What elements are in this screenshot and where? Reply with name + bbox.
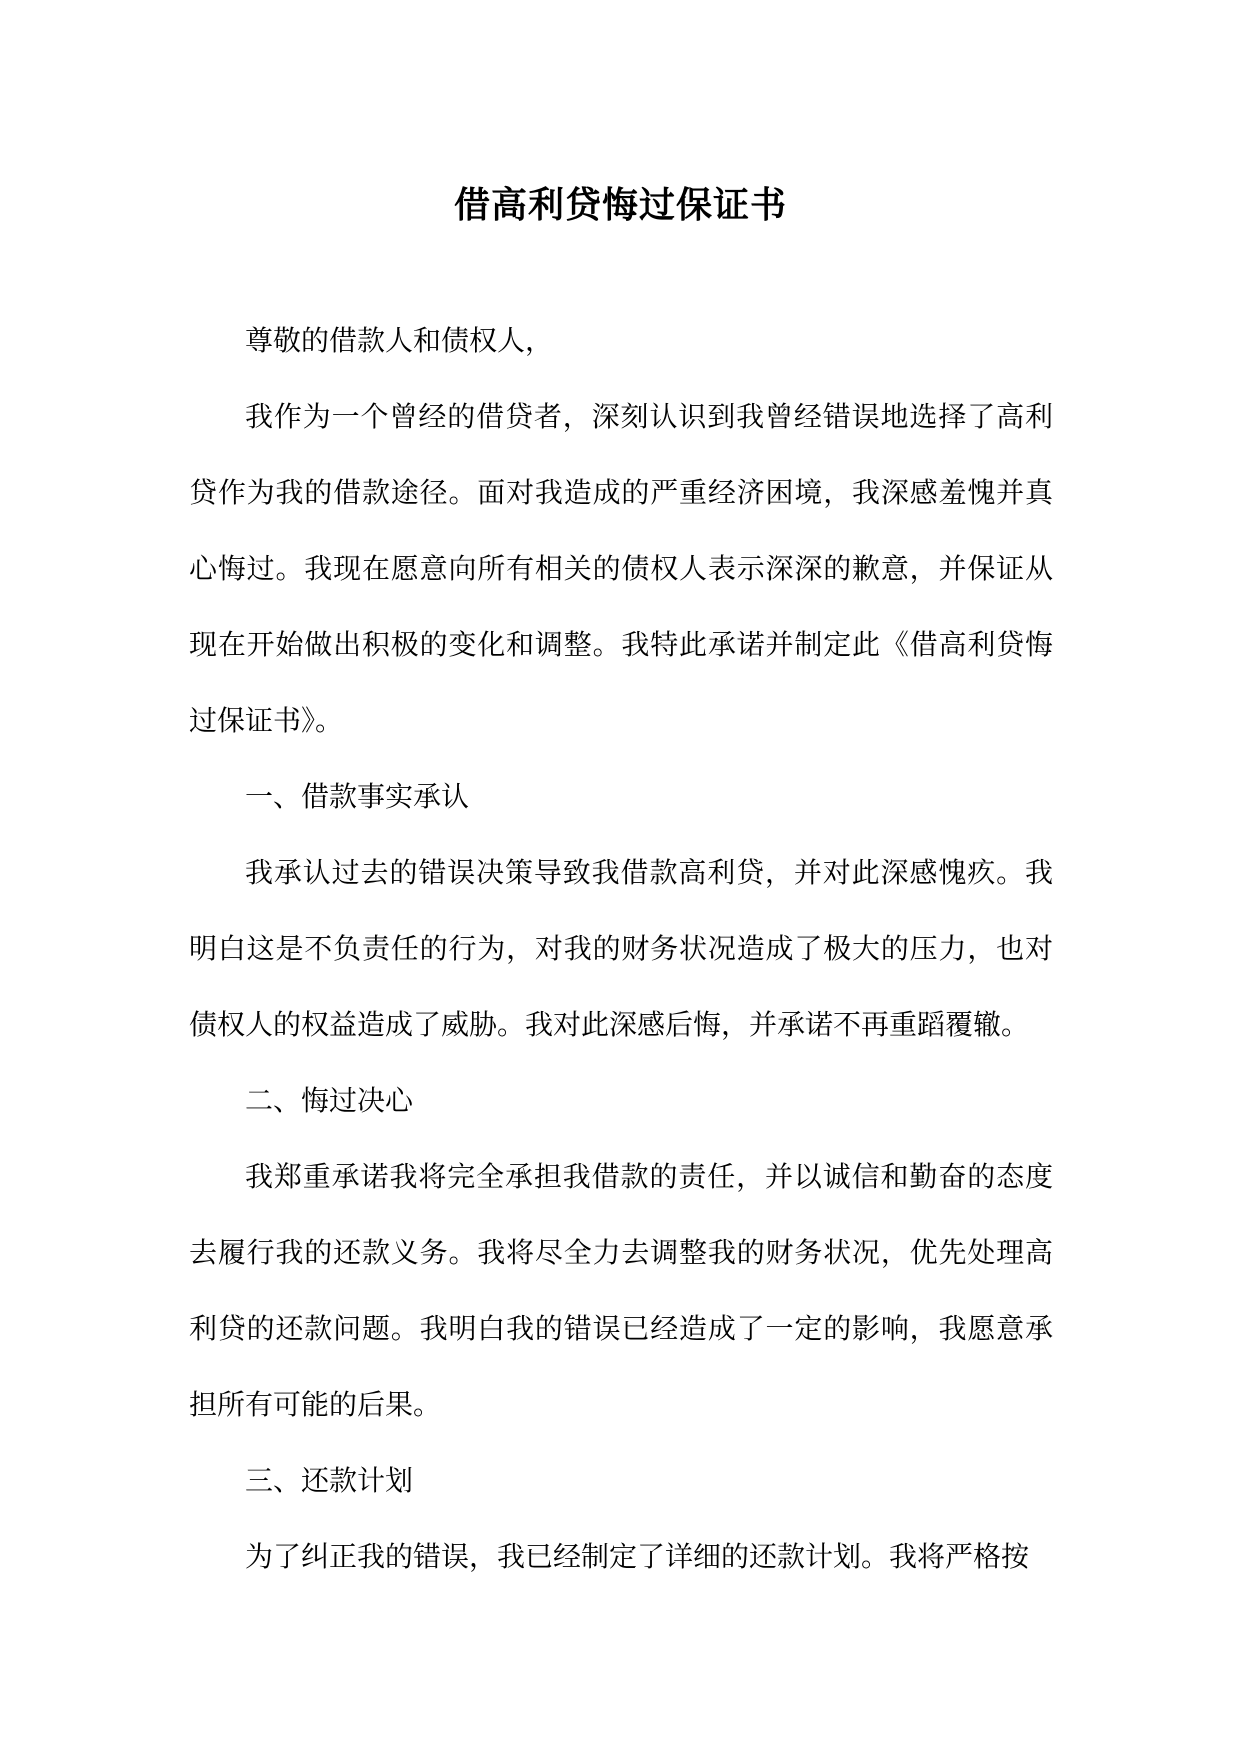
document-body <box>189 303 1053 1595</box>
section-1-paragraph: 我承认过去的错误决策导致我借款高利贷，并对此深感愧疚。我明白这是不负责任的行为，对我的财务状况造成了极大的压力，也对债权人的权益造成了威胁。我对此深感后悔，并承诺不再重蹈覆辙。 <box>189 856 1053 1041</box>
section-heading-3: 三、还款计划 <box>245 1464 414 1497</box>
section-heading-2: 二、悔过决心 <box>245 1084 414 1117</box>
section-3-paragraph: 为了纠正我的错误，我已经制定了详细的还款计划。我将严格按 <box>245 1540 1030 1573</box>
intro-paragraph: 我作为一个曾经的借贷者，深刻认识到我曾经错误地选择了高利贷作为我的借款途径。面对我造成的严重经济困境，我深感羞愧并真心悔过。我现在愿意向所有相关的债权人表示深深的歉意，并保证从现在开始做出积极的变化和调整。我特此承诺并制定此《借高利贷悔过保证书》。 <box>189 400 1053 737</box>
document-title: 借高利贷悔过保证书 <box>453 184 787 226</box>
section-heading-1: 一、借款事实承认 <box>245 780 470 813</box>
section-2-paragraph: 我郑重承诺我将完全承担我借款的责任，并以诚信和勤奋的态度去履行我的还款义务。我将尽全力去调整我的财务状况，优先处理高利贷的还款问题。我明白我的错误已经造成了一定的影响，我愿意承担所有可能的后果。 <box>189 1160 1053 1421</box>
salutation: 尊敬的借款人和债权人， <box>245 324 554 357</box>
